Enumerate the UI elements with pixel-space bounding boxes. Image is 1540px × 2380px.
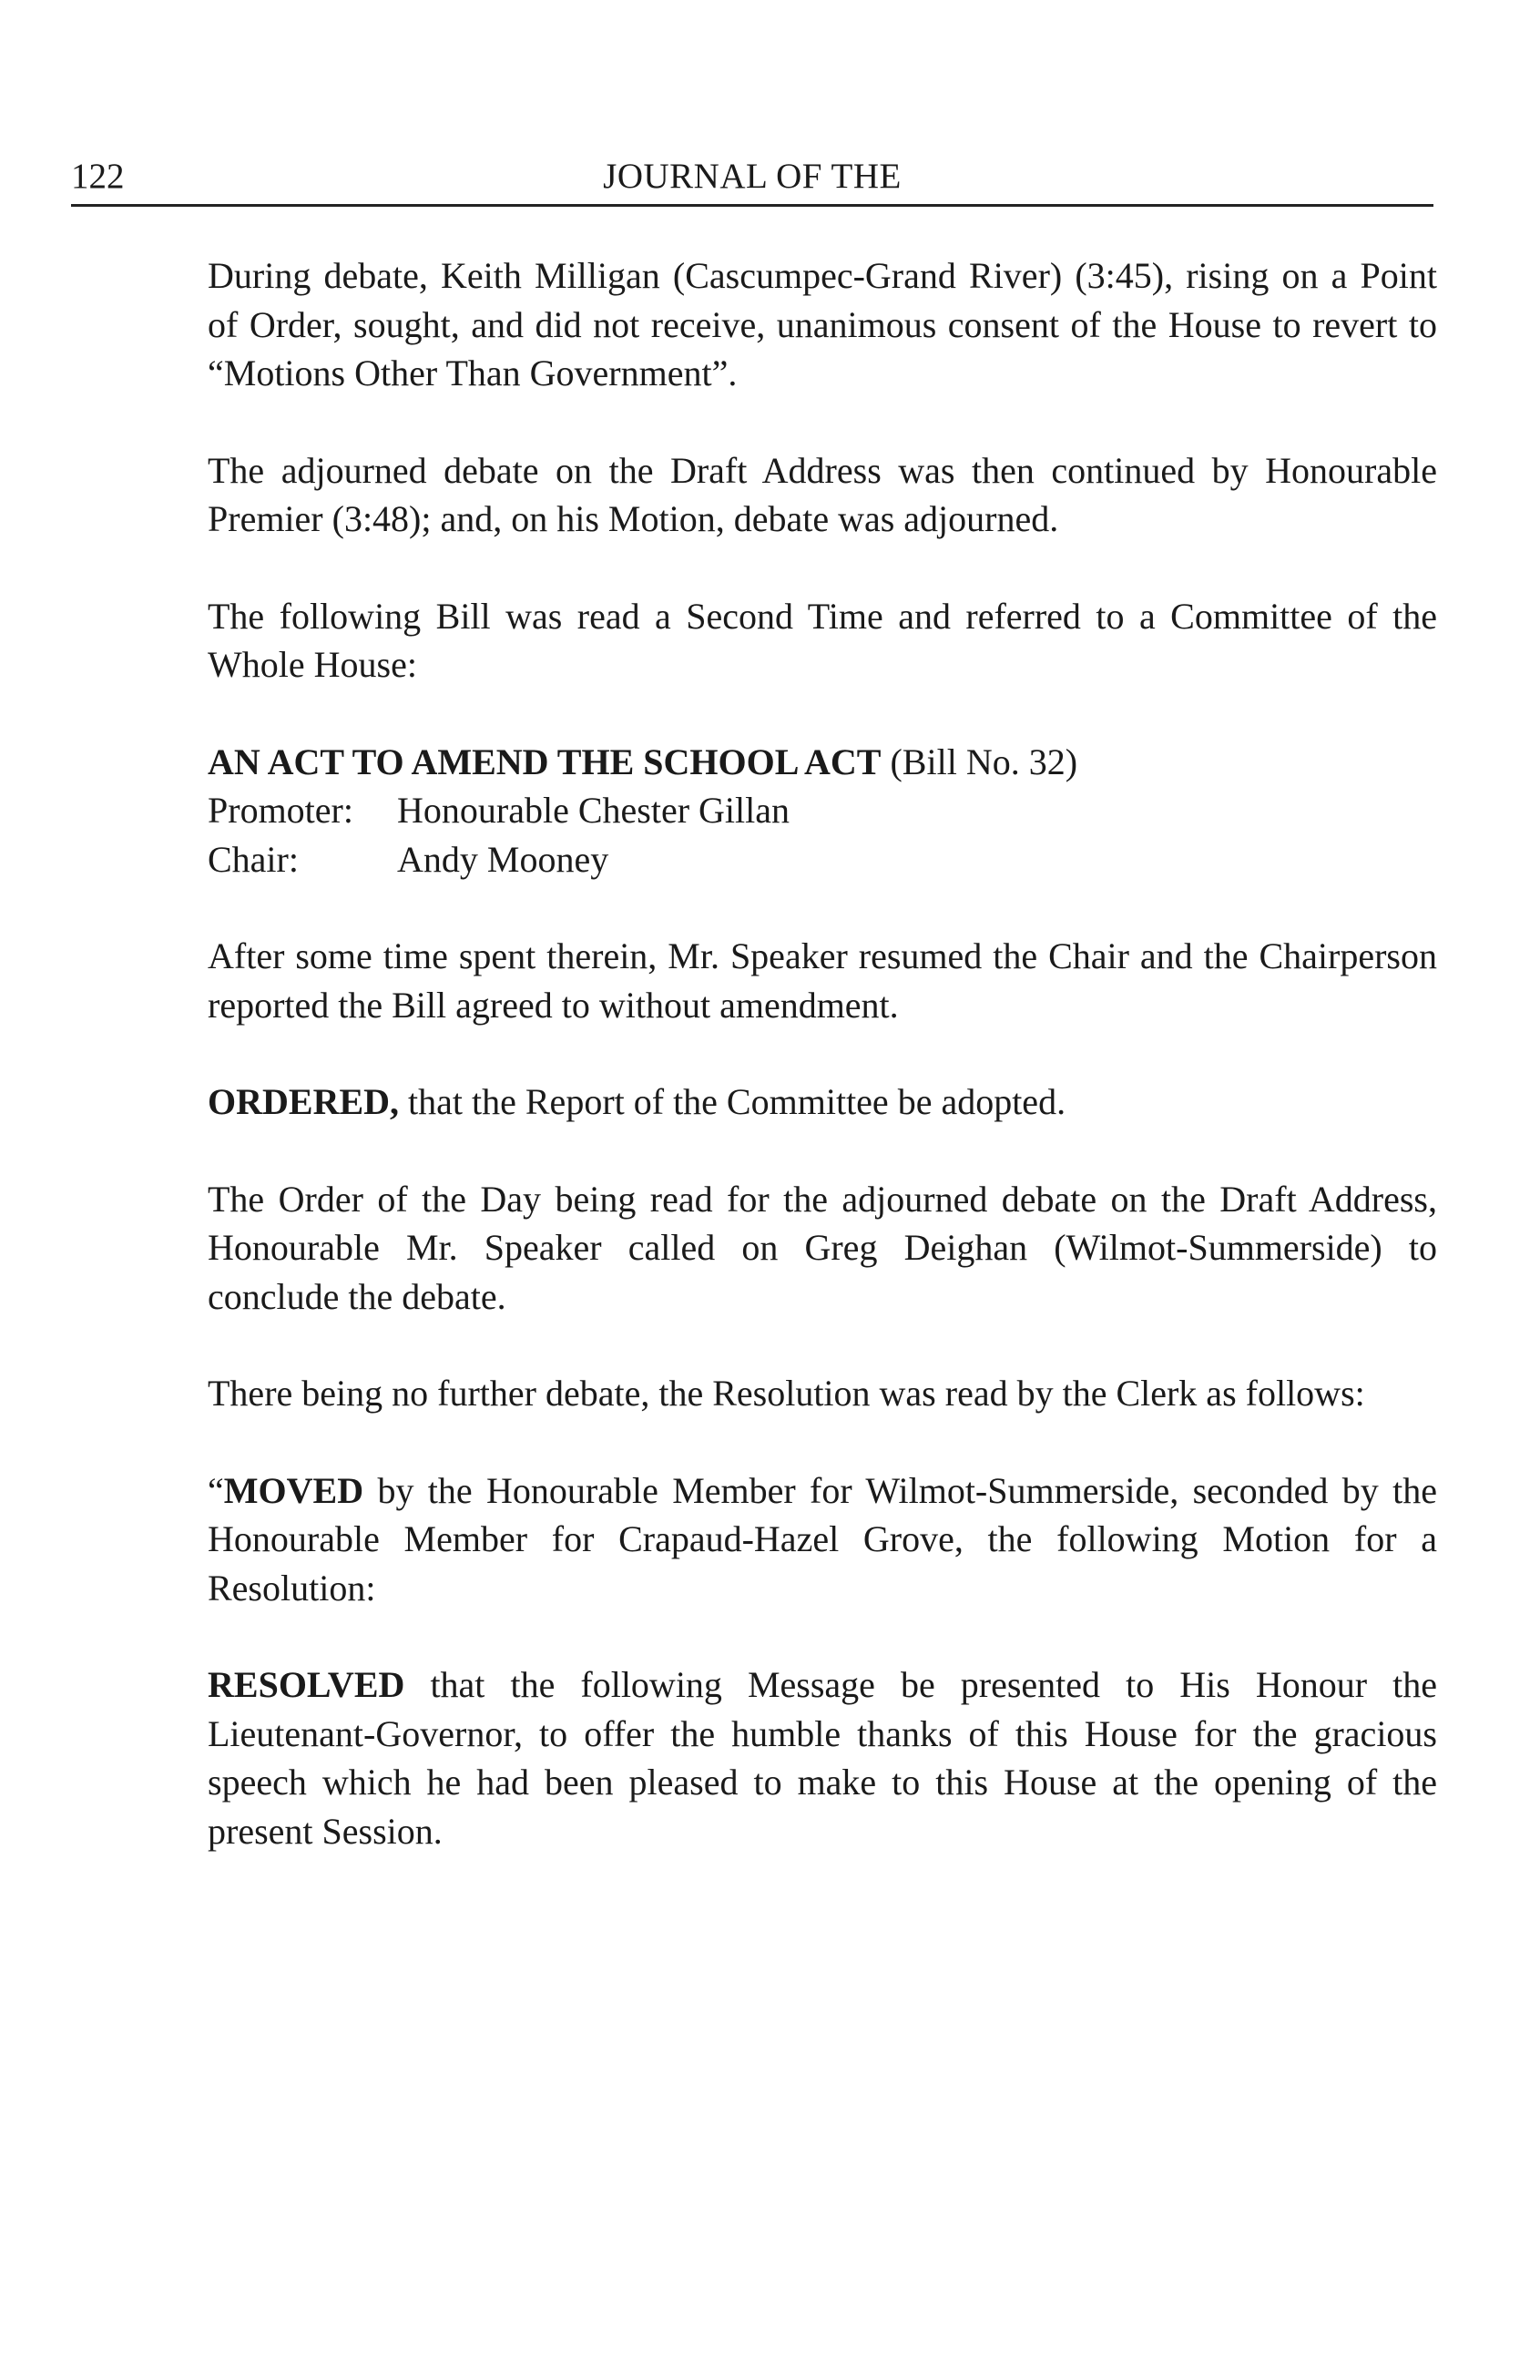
paragraph-committee-report: After some time spent therein, Mr. Speaker resumed the Chair and the Chairperson reported the Bill agreed to without amendment.	[208, 935, 1437, 1026]
moved-open-quote: “	[208, 1469, 224, 1511]
running-title: JOURNAL OF THE	[603, 157, 902, 196]
page-number: 122	[71, 157, 125, 196]
page-header	[71, 153, 1433, 200]
ordered-lead: ORDERED,	[208, 1081, 400, 1122]
promoter-value: Honourable Chester Gillan	[397, 790, 790, 831]
paragraph-moved	[208, 1466, 1437, 1613]
paragraph-point-of-order: During debate, Keith Milligan (Cascumpec-Grand River) (3:45), rising on a Point of Order, sought, and did not receive, unanimous consent of the House to revert to “Motions Other Than Government”.	[208, 255, 1437, 393]
moved-rest: by the Honourable Member for Wilmot-Summerside, seconded by the Honourable Member for Crapaud-Hazel Grove, the following Motion for a Resolution:	[208, 1469, 1437, 1609]
bill-title: AN ACT TO AMEND THE SCHOOL ACT	[208, 741, 882, 782]
resolved-rest: that the following Message be presented to His Honour the Lieutenant-Governor, to offer the humble thanks of this House for the gracious speech which he had been pleased to make to this House at the opening of the present Session.	[208, 1664, 1437, 1852]
paragraph-order-of-day: The Order of the Day being read for the adjourned debate on the Draft Address, Honourable Mr. Speaker called on Greg Deighan (Wilmot-Summerside) to conclude the debate.	[208, 1178, 1437, 1317]
resolved-lead: RESOLVED	[208, 1664, 405, 1705]
ordered-rest: that the Report of the Committee be adopted.	[399, 1081, 1066, 1122]
promoter-label: Promoter:	[208, 790, 353, 831]
chair-label: Chair:	[208, 838, 299, 880]
paragraph-resolved	[208, 1660, 1437, 1855]
paragraph-adjourned-debate: The adjourned debate on the Draft Address was then continued by Honourable Premier (3:48); and, on his Motion, debate was adjourned.	[208, 449, 1437, 539]
header-rule	[71, 204, 1433, 207]
moved-lead: MOVED	[223, 1469, 364, 1511]
bill-promoter-row	[208, 786, 1437, 835]
bill-block	[208, 738, 1437, 884]
paragraph-resolution-read: There being no further debate, the Resolution was read by the Clerk as follows:	[208, 1373, 1365, 1414]
bill-title-line	[208, 738, 1437, 787]
bill-number: (Bill No. 32)	[881, 741, 1078, 782]
chair-value: Andy Mooney	[397, 838, 609, 880]
paragraph-second-reading: The following Bill was read a Second Time and referred to a Committee of the Whole House:	[208, 595, 1437, 685]
paragraph-ordered	[208, 1078, 1437, 1127]
bill-chair-row	[208, 835, 1437, 884]
journal-body	[208, 251, 1437, 1855]
